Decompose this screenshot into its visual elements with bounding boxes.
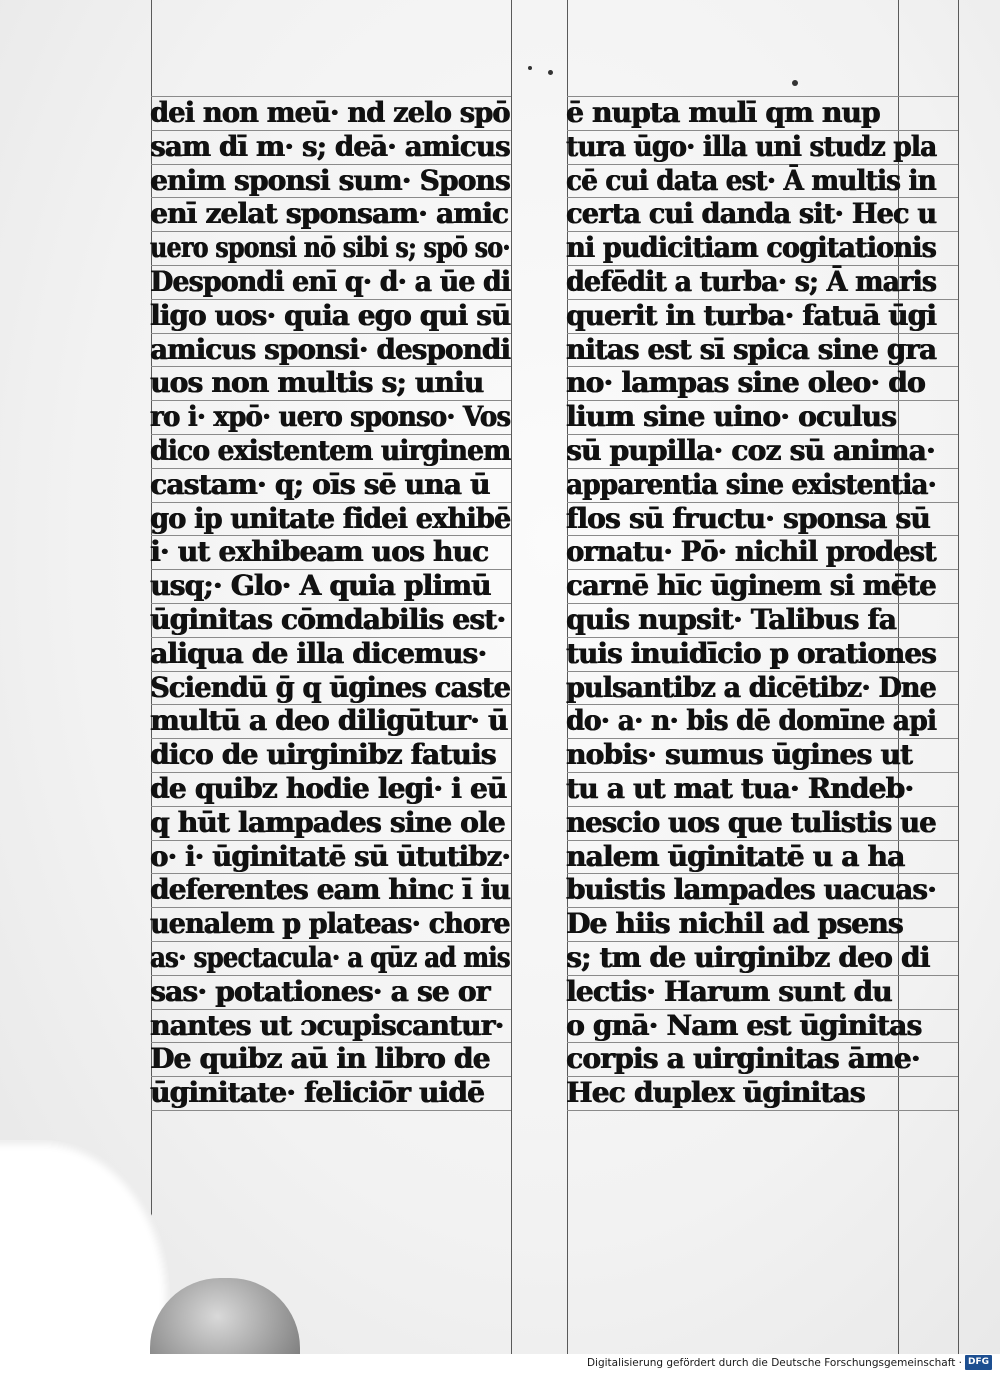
manuscript-line: tuis inuidīcio p orationes xyxy=(566,636,936,670)
manuscript-line: dico existentem uirginem xyxy=(150,433,511,467)
manuscript-line: certa cui danda sit· Hec u xyxy=(566,197,937,231)
ink-spot xyxy=(548,70,553,75)
dfg-logo: DFG xyxy=(965,1355,992,1370)
ruling-line xyxy=(151,1110,511,1111)
manuscript-line: as· spectacula· a qūz ad mis xyxy=(150,940,510,974)
text-column-right xyxy=(566,96,936,1110)
manuscript-line: lectis· Harum sunt du xyxy=(566,974,892,1008)
manuscript-line: querit in turba· fatuā ūgi xyxy=(566,298,936,332)
manuscript-line: enim sponsi sum· Spons xyxy=(150,163,510,197)
manuscript-line: lium sine uino· oculus xyxy=(566,400,897,434)
manuscript-line: buistis lampades uacuas· xyxy=(566,873,936,907)
manuscript-line: castam· q; oīs sē una ū xyxy=(150,467,490,501)
manuscript-line: aliqua de illa dicemus· xyxy=(150,636,487,670)
manuscript-line: de quibz hodie legi· i eū xyxy=(150,771,507,805)
manuscript-line: uenalem p plateas· chore xyxy=(150,907,510,941)
manuscript-line: ornatu· Pō· nichil prodest xyxy=(566,535,936,569)
manuscript-line: quis nupsit· Talibus fa xyxy=(566,602,897,636)
manuscript-line: sas· potationes· a se or xyxy=(150,974,490,1008)
ruling-line xyxy=(958,0,959,1354)
ruling-line xyxy=(511,0,512,1354)
digitization-footer xyxy=(0,1354,1000,1373)
text-column-left xyxy=(150,96,510,1110)
manuscript-line: apparentia sine existentia· xyxy=(566,467,936,501)
manuscript-line: dei non meū· nd zelo spō xyxy=(150,96,510,129)
manuscript-line: usq;· Glo· A quia plimū xyxy=(150,569,491,603)
manuscript-line: nitas est sī spica sine gra xyxy=(566,332,937,366)
manuscript-line: uero sponsi nō sibi s; spō so· xyxy=(150,231,510,265)
manuscript-line: o gnā· Nam est ūginitas xyxy=(566,1008,922,1042)
manuscript-line: De hiis nichil ad psens xyxy=(566,907,903,941)
funding-credit: Digitalisierung gefördert durch die Deutsche Forschungsgemeinschaft · xyxy=(586,1357,962,1369)
manuscript-line: enī zelat sponsam· amic xyxy=(150,197,509,231)
manuscript-line: nobis· sumus ūgines ut xyxy=(566,738,913,772)
manuscript-line: do· a· n· bis dē domīne api xyxy=(566,704,937,738)
manuscript-line: ūginitas cōmdabilis est· xyxy=(150,602,506,636)
manuscript-line: s; tm de uirginibz deo di xyxy=(566,940,930,974)
manuscript-line: deferentes eam hinc ī iu xyxy=(150,873,510,907)
manuscript-line: defēdit a turba· s; Ā maris xyxy=(566,264,937,298)
manuscript-line: Sciendū ḡ q ūgines caste xyxy=(150,670,511,704)
manuscript-line: tura ūgo· illa uni studz pla xyxy=(566,129,937,163)
ruling-line xyxy=(567,1110,958,1111)
manuscript-line: sū pupilla· coz sū anima· xyxy=(566,433,935,467)
manuscript-line: nantes ut ɔcupiscantur· xyxy=(150,1008,504,1042)
manuscript-line: go ip unitate fidei exhibē xyxy=(150,501,511,535)
manuscript-line: cē cui data est· Ā multis in xyxy=(566,163,936,197)
manuscript-line: ligo uos· quia ego qui sū xyxy=(150,298,511,332)
manuscript-line: nalem ūginitatē u a ha xyxy=(566,839,905,873)
manuscript-line: ūginitate· feliciōr uidē xyxy=(150,1076,485,1110)
manuscript-line: uos non multis s; uniu xyxy=(150,366,484,400)
manuscript-line: nescio uos que tulistis ue xyxy=(566,805,936,839)
manuscript-line: q hūt lampades sine ole xyxy=(150,805,505,839)
manuscript-line: ni pudicitiam cogitationis xyxy=(566,231,936,265)
ink-spot xyxy=(528,66,532,70)
manuscript-line: flos sū fructu· sponsa sū xyxy=(566,501,930,535)
manuscript-line: Hec duplex ūginitas xyxy=(566,1076,865,1110)
manuscript-line: i· ut exhibeam uos huc xyxy=(150,535,489,569)
manuscript-line: amicus sponsi· despondi xyxy=(150,332,511,366)
manuscript-line: o· i· ūginitatē sū ūtutibz· xyxy=(150,839,511,873)
ink-spot xyxy=(792,80,798,86)
manuscript-line: Despondi enī q· d· a ūe di xyxy=(150,264,511,298)
manuscript-line: tu a ut mat tua· Rndeb· xyxy=(566,771,914,805)
manuscript-line: pulsantibz a dicētibz· Dne xyxy=(566,670,936,704)
manuscript-line: ro i· xpō· uero sponso· Vos xyxy=(150,400,511,434)
manuscript-line: carnē hīc ūginem si mēte xyxy=(566,569,936,603)
manuscript-line: corpis a uirginitas āme· xyxy=(566,1042,920,1076)
manuscript-line: ē nupta mulī qm nup xyxy=(566,96,880,129)
manuscript-line: sam dī m· s; deā· amicus xyxy=(150,129,510,163)
manuscript-line: no· lampas sine oleo· do xyxy=(566,366,925,400)
manuscript-line: De quibz aū in libro de xyxy=(150,1042,490,1076)
manuscript-line: dico de uirginibz fatuis xyxy=(150,738,496,772)
manuscript-line: multū a deo diligūtur· ū xyxy=(150,704,508,738)
